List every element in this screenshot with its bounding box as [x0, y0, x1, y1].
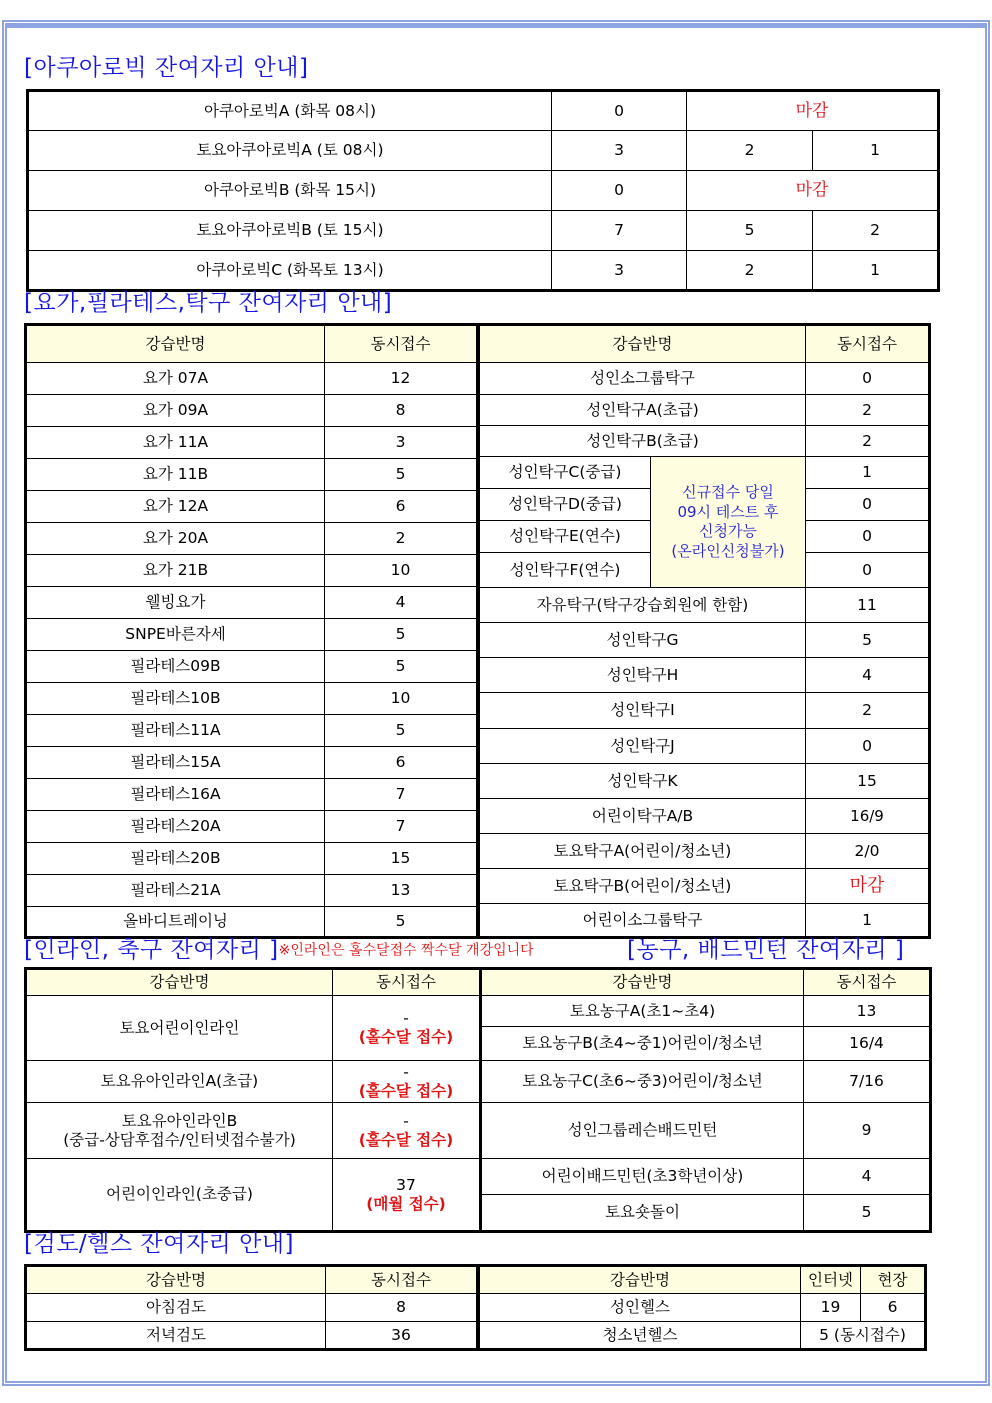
count: 5 — [325, 619, 478, 651]
class-name: 필라테스16A — [26, 779, 325, 811]
count: 8 — [325, 395, 478, 427]
header-count: 동시접수 — [804, 969, 931, 996]
basketball-table — [479, 967, 932, 1233]
count: 0 — [552, 171, 687, 211]
count: 7 — [325, 811, 478, 843]
count: - — [403, 1062, 409, 1081]
class-name: 아쿠아로빅A (화목 08시) — [28, 91, 552, 131]
count: 7 — [325, 779, 478, 811]
inline-title-text: [인라인, 축구 잔여자리 ] — [24, 937, 279, 963]
count: 4 — [325, 587, 478, 619]
class-name: 토요아쿠아로빅B (토 15시) — [28, 211, 552, 251]
note-line: 신규접수 당일 — [682, 483, 774, 501]
class-name: 저녁검도 — [26, 1322, 326, 1350]
class-name: 요가 11A — [26, 427, 325, 459]
count: 10 — [325, 683, 478, 715]
count: 1 — [813, 131, 939, 171]
class-name: 필라테스10B — [26, 683, 325, 715]
class-name: 성인소그룹탁구 — [479, 363, 806, 395]
count: 9 — [804, 1103, 931, 1159]
closed-badge: 마감 — [687, 91, 939, 131]
count: 2 — [687, 251, 813, 291]
class-name: 필라테스20A — [26, 811, 325, 843]
inline-title — [24, 939, 534, 962]
class-name: 필라테스09B — [26, 651, 325, 683]
yoga-left-table — [24, 323, 479, 939]
class-name: 성인탁구H — [479, 658, 806, 693]
class-name: 어린이소그룹탁구 — [479, 904, 806, 938]
class-name: 아쿠아로빅C (화목토 13시) — [28, 251, 552, 291]
count: 1 — [813, 251, 939, 291]
count: 2 — [813, 211, 939, 251]
registration-note: (매월 접수) — [366, 1194, 446, 1213]
table-row — [28, 251, 939, 291]
count: 2/0 — [806, 834, 930, 869]
class-name-cell — [26, 1103, 333, 1159]
class-name: 어린이탁구A/B — [479, 799, 806, 834]
note-line: (온라인신청불가) — [671, 541, 785, 560]
count: 2 — [806, 395, 930, 426]
table-row — [28, 211, 939, 251]
class-name: 토요농구C(초6~중3)어린이/청소년 — [481, 1061, 804, 1103]
count: 4 — [804, 1159, 931, 1195]
registration-note: (홀수달 접수) — [358, 1081, 454, 1100]
count: 3 — [325, 427, 478, 459]
table-row — [28, 131, 939, 171]
header-internet: 인터넷 — [801, 1266, 861, 1294]
combined-count: 5 (동시접수) — [801, 1322, 926, 1350]
class-name: 필라테스15A — [26, 747, 325, 779]
class-name: 성인그룹레슨배드민턴 — [481, 1103, 804, 1159]
count: 5 — [806, 623, 930, 658]
header-class-name: 강습반명 — [481, 969, 804, 996]
class-name: 요가 09A — [26, 395, 325, 427]
count: 16/9 — [806, 799, 930, 834]
class-name: 토요어린이인라인 — [26, 996, 333, 1061]
header-class-name: 강습반명 — [26, 1266, 326, 1294]
kendo-title: [검도/헬스 잔여자리 안내] — [24, 1231, 294, 1257]
class-name: 자유탁구(탁구강습회원에 한함) — [479, 588, 806, 623]
class-name: 올바디트레이닝 — [26, 907, 325, 938]
closed-badge: 마감 — [687, 171, 939, 211]
class-name: 토요농구B(초4~중1)어린이/청소년 — [481, 1027, 804, 1061]
count-cell — [333, 996, 481, 1061]
note-line: 신청가능 — [699, 522, 757, 540]
count-cell — [333, 1061, 481, 1103]
count: 13 — [325, 875, 478, 907]
count: 7 — [552, 211, 687, 251]
class-name: 성인탁구F(연수) — [479, 553, 651, 588]
count: 0 — [552, 91, 687, 131]
class-name: 성인탁구K — [479, 764, 806, 799]
note-line: 09시 테스트 후 — [677, 502, 779, 521]
aquarobic-title: [아쿠아로빅 잔여자리 안내] — [24, 55, 309, 81]
count: 2 — [806, 426, 930, 457]
count: 0 — [806, 363, 930, 395]
class-name: 필라테스21A — [26, 875, 325, 907]
class-name: 어린이배드민턴(초3학년이상) — [481, 1159, 804, 1195]
closed-badge: 마감 — [806, 869, 930, 904]
class-name: 토요유아인라인A(초급) — [26, 1061, 333, 1103]
count: 15 — [806, 764, 930, 799]
header-class-name: 강습반명 — [479, 1266, 801, 1294]
count: 5 — [687, 211, 813, 251]
count: 36 — [326, 1322, 478, 1350]
test-required-note — [651, 457, 806, 588]
count: 5 — [325, 715, 478, 747]
count: 5 — [325, 459, 478, 491]
count: 2 — [325, 523, 478, 555]
count: 12 — [325, 363, 478, 395]
class-name: 토요탁구A(어린이/청소년) — [479, 834, 806, 869]
class-name: 성인탁구C(중급) — [479, 457, 651, 489]
header-class-name: 강습반명 — [479, 325, 806, 363]
count: 0 — [806, 489, 930, 521]
class-name: 요가 20A — [26, 523, 325, 555]
header-count: 동시접수 — [325, 325, 478, 363]
count: 6 — [325, 747, 478, 779]
class-name: 필라테스20B — [26, 843, 325, 875]
class-name: 아쿠아로빅B (화목 15시) — [28, 171, 552, 211]
class-name: 성인탁구D(중급) — [479, 489, 651, 521]
internet-count: 19 — [801, 1294, 861, 1322]
class-name: 성인탁구E(연수) — [479, 521, 651, 553]
count-cell — [333, 1159, 481, 1232]
class-name: 토요아쿠아로빅A (토 08시) — [28, 131, 552, 171]
count: 0 — [806, 521, 930, 553]
class-name: 요가 07A — [26, 363, 325, 395]
health-table — [477, 1264, 927, 1351]
class-name: 아침검도 — [26, 1294, 326, 1322]
header-count: 동시접수 — [806, 325, 930, 363]
class-name: SNPE바른자세 — [26, 619, 325, 651]
class-name: 성인탁구B(초급) — [479, 426, 806, 457]
count: 3 — [552, 131, 687, 171]
class-name: 성인탁구I — [479, 693, 806, 729]
count: 5 — [325, 651, 478, 683]
count: - — [403, 1111, 409, 1130]
class-name: 요가 11B — [26, 459, 325, 491]
count: 0 — [806, 553, 930, 588]
header-count: 동시접수 — [333, 969, 481, 996]
class-name-detail: (중급-상담후접수/인터넷접수불가) — [63, 1130, 296, 1149]
onsite-count: 6 — [861, 1294, 926, 1322]
registration-note: (홀수달 접수) — [358, 1028, 454, 1046]
table-row — [28, 91, 939, 131]
kendo-table — [24, 1264, 479, 1351]
count: 7/16 — [804, 1061, 931, 1103]
aquarobic-table — [26, 89, 940, 292]
class-name: 성인탁구J — [479, 729, 806, 764]
class-name: 성인탁구A(초급) — [479, 395, 806, 426]
count: 1 — [806, 904, 930, 938]
header-class-name: 강습반명 — [26, 969, 333, 996]
class-name: 청소년헬스 — [479, 1322, 801, 1350]
class-name: 토요탁구B(어린이/청소년) — [479, 869, 806, 904]
count: 2 — [687, 131, 813, 171]
count: 3 — [552, 251, 687, 291]
class-name: 필라테스11A — [26, 715, 325, 747]
class-name: 요가 21B — [26, 555, 325, 587]
class-name: 요가 12A — [26, 491, 325, 523]
inline-note: ※인라인은 홀수달접수 짝수달 개강입니다 — [278, 942, 534, 959]
count: 37 — [396, 1175, 416, 1194]
count: 13 — [804, 996, 931, 1027]
count: 15 — [325, 843, 478, 875]
class-name: 성인헬스 — [479, 1294, 801, 1322]
table-row — [28, 171, 939, 211]
class-name: 토요숏돌이 — [481, 1195, 804, 1232]
count: 16/4 — [804, 1027, 931, 1061]
count: 4 — [806, 658, 930, 693]
class-name: 어린이인라인(초중급) — [26, 1159, 333, 1232]
class-name: 웰빙요가 — [26, 587, 325, 619]
count: 8 — [326, 1294, 478, 1322]
class-name: 토요농구A(초1~초4) — [481, 996, 804, 1027]
count: 2 — [806, 693, 930, 729]
header-onsite: 현장 — [861, 1266, 926, 1294]
registration-note: (홀수달 접수) — [358, 1130, 454, 1149]
count: 5 — [325, 907, 478, 938]
count: 5 — [804, 1195, 931, 1232]
yoga-title: [요가,필라테스,탁구 잔여자리 안내] — [24, 290, 393, 316]
inline-table — [24, 967, 482, 1233]
count: - — [403, 1009, 409, 1028]
count: 10 — [325, 555, 478, 587]
basketball-title: [농구, 배드민턴 잔여자리 ] — [627, 937, 905, 963]
class-name: 성인탁구G — [479, 623, 806, 658]
header-class-name: 강습반명 — [26, 325, 325, 363]
count-cell — [333, 1103, 481, 1159]
count: 0 — [806, 729, 930, 764]
count: 6 — [325, 491, 478, 523]
class-name: 토요유아인라인B — [121, 1111, 238, 1130]
table-tennis-table — [477, 323, 931, 939]
count: 11 — [806, 588, 930, 623]
count: 1 — [806, 457, 930, 489]
header-count: 동시접수 — [326, 1266, 478, 1294]
